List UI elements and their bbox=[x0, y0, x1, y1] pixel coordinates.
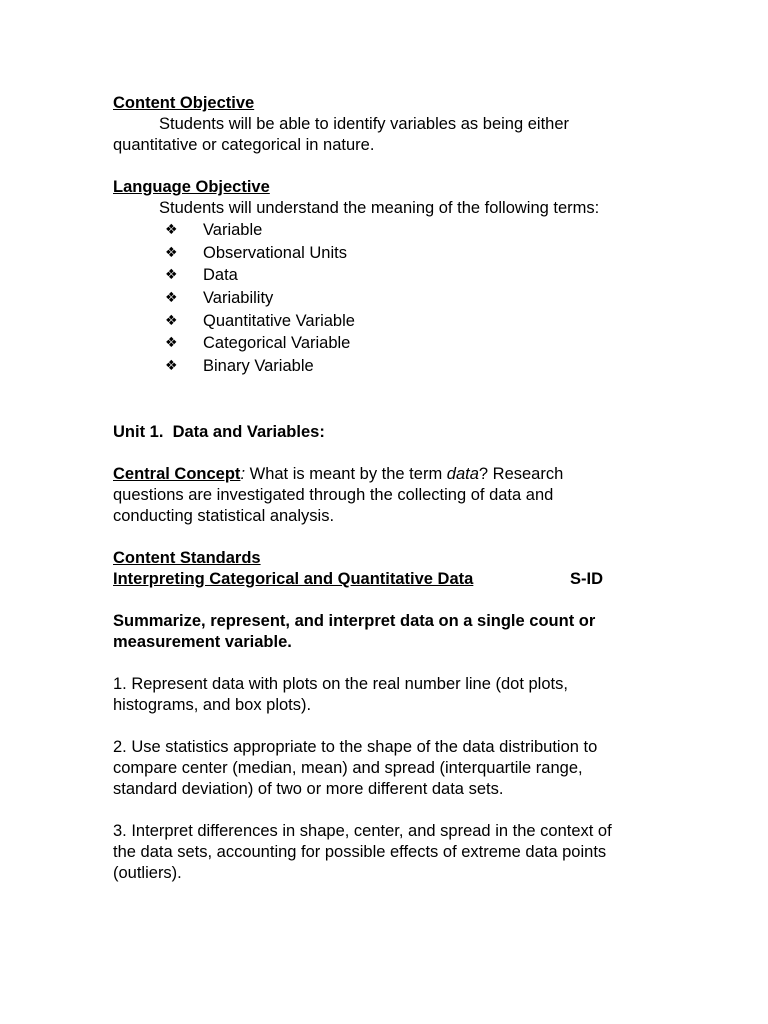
standard-2-line-3: standard deviation) of two or more different data sets. bbox=[113, 779, 504, 798]
list-item bbox=[165, 287, 673, 310]
summary-line-1: Summarize, represent, and interpret data on a single count or bbox=[113, 611, 596, 630]
diamond-bullet-icon: ❖ bbox=[165, 312, 178, 329]
list-item bbox=[165, 355, 673, 378]
central-concept-line-2: questions are investigated through the collecting of data and bbox=[113, 485, 554, 504]
standard-1-line-1: 1. Represent data with plots on the real number line (dot plots, bbox=[113, 674, 568, 693]
diamond-bullet-icon: ❖ bbox=[165, 335, 178, 352]
standard-3-line-2: the data sets, accounting for possible effects of extreme data points bbox=[113, 842, 607, 861]
unit-title: Unit 1. Data and Variables: bbox=[113, 422, 325, 441]
central-concept-label: Central Concept bbox=[113, 464, 241, 483]
central-concept-text-after: ? Research bbox=[478, 464, 564, 483]
content-objective-line-1: Students will be able to identify variables as being either bbox=[159, 115, 569, 133]
central-concept-line-3: conducting statistical analysis. bbox=[113, 506, 335, 525]
term-label: Variable bbox=[203, 220, 263, 239]
central-concept-text-before: What is meant by the term bbox=[245, 464, 447, 483]
list-item bbox=[165, 310, 673, 333]
term-label: Categorical Variable bbox=[203, 334, 351, 353]
content-objective-line-2: quantitative or categorical in nature. bbox=[113, 136, 375, 154]
standard-3-line-1: 3. Interpret differences in shape, center, and spread in the context of bbox=[113, 821, 612, 840]
list-item bbox=[165, 219, 673, 242]
list-item bbox=[165, 264, 673, 287]
standard-1-line-2: histograms, and box plots). bbox=[113, 695, 312, 714]
language-objective-heading: Language Objective bbox=[113, 178, 270, 196]
summary-line-2: measurement variable. bbox=[113, 632, 292, 651]
language-objective-intro: Students will understand the meaning of the following terms: bbox=[159, 199, 600, 217]
term-label: Variability bbox=[203, 288, 274, 307]
term-label: Observational Units bbox=[203, 243, 347, 262]
terms-list bbox=[113, 219, 673, 378]
content-objective-heading: Content Objective bbox=[113, 94, 255, 112]
standards-code: S-ID bbox=[570, 569, 603, 588]
diamond-bullet-icon: ❖ bbox=[165, 221, 178, 238]
central-concept-colon: : bbox=[240, 464, 246, 483]
diamond-bullet-icon: ❖ bbox=[165, 267, 178, 284]
standard-3-line-3: (outliers). bbox=[113, 863, 182, 882]
term-label: Binary Variable bbox=[203, 356, 314, 375]
list-item bbox=[165, 242, 673, 265]
term-label: Data bbox=[203, 266, 238, 285]
diamond-bullet-icon: ❖ bbox=[165, 244, 178, 261]
standard-2-line-2: compare center (median, mean) and spread (interquartile range, bbox=[113, 758, 583, 777]
standards-subheading-row bbox=[113, 569, 673, 590]
diamond-bullet-icon: ❖ bbox=[165, 357, 178, 374]
standards-subheading: Interpreting Categorical and Quantitative Data bbox=[113, 569, 474, 588]
central-concept-line-1 bbox=[113, 464, 673, 485]
content-standards-heading: Content Standards bbox=[113, 548, 261, 567]
list-item bbox=[165, 332, 673, 355]
diamond-bullet-icon: ❖ bbox=[165, 289, 178, 306]
document-page bbox=[113, 93, 673, 884]
standard-2-line-1: 2. Use statistics appropriate to the shape of the data distribution to bbox=[113, 737, 598, 756]
term-label: Quantitative Variable bbox=[203, 311, 355, 330]
central-concept-italic-word: data bbox=[446, 464, 479, 483]
